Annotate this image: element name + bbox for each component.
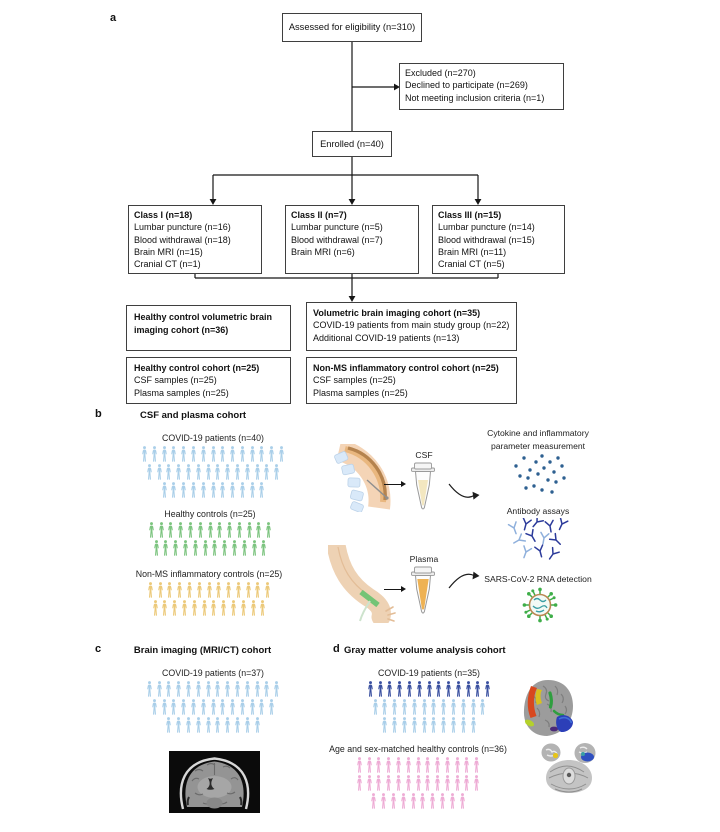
person-icon [244, 464, 251, 480]
cytokine-label-line2: parameter measurement [490, 441, 586, 451]
class1-line: Brain MRI (n=15) [134, 246, 203, 257]
person-icon [165, 464, 172, 480]
person-icon [185, 681, 192, 697]
arrow-spine-to-csf [384, 484, 401, 485]
class3-line: Brain MRI (n=11) [438, 246, 507, 257]
person-icon [147, 582, 154, 598]
person-icon [224, 717, 231, 733]
person-icon [245, 582, 252, 598]
person-icon [190, 699, 197, 715]
person-icon [372, 699, 379, 715]
person-icon [377, 681, 384, 697]
nonms-cohort-line: Plasma samples (n=25) [313, 387, 408, 398]
brain-mri-image [169, 751, 260, 813]
person-icon [196, 582, 203, 598]
pictogram-row [165, 717, 260, 733]
person-icon [182, 540, 189, 556]
pictogram-row [153, 540, 268, 556]
person-icon [177, 522, 184, 538]
person-icon [258, 446, 265, 462]
box-hc-cohort [126, 357, 291, 404]
person-icon [391, 699, 398, 715]
cohort-label: COVID-19 patients (n=37) [162, 668, 264, 678]
box-class2 [285, 205, 419, 274]
panel-c-letter: c [95, 643, 102, 655]
brain-3d-render [521, 678, 575, 738]
person-icon [375, 775, 382, 791]
person-icon [463, 775, 470, 791]
pictogram-row [372, 699, 487, 715]
person-icon [426, 681, 433, 697]
person-icon [211, 540, 218, 556]
person-icon [370, 793, 377, 809]
person-icon [146, 681, 153, 697]
person-icon [221, 540, 228, 556]
person-icon [220, 600, 227, 616]
class2-line: Blood withdrawal (n=7) [291, 234, 383, 245]
sars-detection-label: SARS-CoV-2 RNA detection [484, 574, 592, 584]
person-icon [421, 717, 428, 733]
person-icon [395, 757, 402, 773]
person-icon [234, 464, 241, 480]
person-icon [250, 600, 257, 616]
person-icon [229, 482, 236, 498]
person-icon [264, 582, 271, 598]
person-icon [444, 757, 451, 773]
arrowhead-icon [401, 586, 406, 592]
class2-title: Class II (n=7) [291, 210, 347, 220]
person-icon [165, 717, 172, 733]
person-icon [440, 717, 447, 733]
person-icon [278, 446, 285, 462]
person-icon [151, 446, 158, 462]
person-icon [175, 681, 182, 697]
person-icon [219, 482, 226, 498]
class3-line: Blood withdrawal (n=15) [438, 234, 535, 245]
person-icon [225, 582, 232, 598]
person-icon [454, 775, 461, 791]
arrowhead-icon [401, 481, 406, 487]
person-icon [415, 775, 422, 791]
person-icon [180, 699, 187, 715]
person-icon [244, 717, 251, 733]
person-icon [166, 582, 173, 598]
pictogram-row [151, 699, 276, 715]
person-icon [434, 757, 441, 773]
person-icon [401, 717, 408, 733]
person-icon [395, 775, 402, 791]
panel-b-letter: b [95, 408, 102, 420]
person-icon [215, 582, 222, 598]
person-icon [239, 699, 246, 715]
plasma-label: Plasma [409, 554, 439, 564]
person-icon [195, 681, 202, 697]
volumetric-line: COVID-19 patients from main study group (n=22) [313, 320, 510, 331]
class1-line: Cranial CT (n=1) [134, 259, 201, 270]
person-icon [258, 699, 265, 715]
person-icon [254, 464, 261, 480]
pictogram-row [146, 464, 280, 480]
person-icon [244, 681, 251, 697]
person-icon [263, 464, 270, 480]
person-icon [197, 522, 204, 538]
person-icon [249, 482, 256, 498]
person-icon [251, 540, 258, 556]
box-enrolled [312, 131, 392, 157]
person-icon [148, 522, 155, 538]
plasma-tube-icon [409, 565, 437, 617]
person-icon [161, 446, 168, 462]
pictogram-row [356, 775, 481, 791]
person-icon [474, 681, 481, 697]
person-icon [411, 699, 418, 715]
person-icon [229, 699, 236, 715]
person-icon [162, 540, 169, 556]
pictogram-row [370, 793, 465, 809]
person-icon [385, 757, 392, 773]
person-icon [190, 446, 197, 462]
person-icon [185, 464, 192, 480]
person-icon [435, 681, 442, 697]
person-icon [156, 464, 163, 480]
panel-b-title: CSF and plasma cohort [140, 410, 247, 421]
person-icon [424, 757, 431, 773]
person-icon [210, 482, 217, 498]
volumetric-line: Additional COVID-19 patients (n=13) [313, 332, 460, 343]
cerebellum-slices-render [540, 742, 598, 794]
person-icon [170, 482, 177, 498]
person-icon [226, 522, 233, 538]
person-icon [440, 699, 447, 715]
person-icon [450, 699, 457, 715]
panel-c-title: Brain imaging (MRI/CT) cohort [133, 645, 272, 656]
person-icon [367, 681, 374, 697]
pictogram-row [141, 446, 285, 462]
person-icon [401, 699, 408, 715]
person-icon [157, 582, 164, 598]
person-icon [224, 464, 231, 480]
coronavirus-icon [521, 586, 559, 624]
box-volumetric [306, 302, 517, 351]
person-icon [273, 464, 280, 480]
person-icon [255, 522, 262, 538]
pictogram-row [148, 522, 273, 538]
person-icon [410, 793, 417, 809]
person-icon [206, 582, 213, 598]
person-icon [192, 540, 199, 556]
person-icon [263, 681, 270, 697]
person-icon [356, 775, 363, 791]
pictogram-row [161, 482, 266, 498]
cytokine-dots-icon [508, 452, 572, 498]
person-icon [176, 582, 183, 598]
person-icon [463, 757, 470, 773]
person-icon [229, 446, 236, 462]
class1-line: Lumbar puncture (n=16) [134, 222, 231, 233]
excluded-line: Declined to participate (n=269) [405, 80, 528, 91]
person-icon [205, 681, 212, 697]
person-icon [254, 681, 261, 697]
person-icon [445, 681, 452, 697]
person-icon [219, 446, 226, 462]
person-icon [205, 464, 212, 480]
class3-line: Lumbar puncture (n=14) [438, 222, 535, 233]
person-icon [231, 540, 238, 556]
hc-cohort-line: CSF samples (n=25) [134, 375, 217, 386]
curved-arrow-icon [447, 482, 481, 506]
person-icon [210, 446, 217, 462]
cohort-covid40-pictograms [132, 433, 294, 499]
class3-title: Class III (n=15) [438, 210, 502, 220]
pictogram-row [147, 582, 272, 598]
cohort-healthy36-pictograms [329, 744, 507, 810]
person-icon [273, 681, 280, 697]
person-icon [190, 482, 197, 498]
person-icon [224, 681, 231, 697]
person-icon [254, 717, 261, 733]
cohort-healthy25-pictograms [127, 509, 293, 558]
person-icon [156, 681, 163, 697]
person-icon [268, 699, 275, 715]
person-icon [195, 464, 202, 480]
person-icon [214, 717, 221, 733]
person-icon [385, 775, 392, 791]
pictogram-row [356, 757, 481, 773]
person-icon [430, 717, 437, 733]
person-icon [455, 681, 462, 697]
antibody-assays-label: Antibody assays [506, 506, 570, 516]
person-icon [207, 522, 214, 538]
hc-cohort-title: Healthy control cohort (n=25) [134, 363, 260, 373]
person-icon [424, 775, 431, 791]
class1-title: Class I (n=18) [134, 210, 193, 220]
person-icon [230, 600, 237, 616]
cohort-covid37-pictograms [132, 668, 294, 734]
class2-line: Brain MRI (n=6) [291, 246, 355, 257]
person-icon [386, 681, 393, 697]
person-icon [181, 600, 188, 616]
person-icon [170, 446, 177, 462]
person-icon [479, 699, 486, 715]
person-icon [170, 699, 177, 715]
person-icon [416, 681, 423, 697]
box-hc-volumetric [126, 305, 291, 351]
csf-label: CSF [415, 450, 433, 460]
blood-draw-arm-icon [328, 545, 396, 623]
antibody-icons [506, 518, 572, 562]
person-icon [191, 600, 198, 616]
box-excluded [399, 63, 564, 110]
person-icon [406, 681, 413, 697]
cytokine-label-line1: Cytokine and inflammatory [487, 428, 589, 438]
volumetric-title: Volumetric brain imaging cohort (n=35) [313, 308, 481, 318]
person-icon [241, 540, 248, 556]
person-icon [375, 757, 382, 773]
person-icon [356, 757, 363, 773]
person-icon [167, 522, 174, 538]
person-icon [200, 482, 207, 498]
box-class1 [128, 205, 262, 274]
nonms-cohort-line: CSF samples (n=25) [313, 375, 396, 386]
person-icon [381, 717, 388, 733]
box-nonms-cohort [306, 357, 517, 404]
person-icon [444, 775, 451, 791]
person-icon [400, 793, 407, 809]
person-icon [236, 522, 243, 538]
person-icon [366, 757, 373, 773]
box-class3 [432, 205, 565, 274]
person-icon [151, 699, 158, 715]
class1-line: Blood withdrawal (n=18) [134, 234, 231, 245]
person-icon [473, 757, 480, 773]
person-icon [460, 717, 467, 733]
cohort-covid35-pictograms [347, 668, 511, 734]
enrolled-text: Enrolled (n=40) [320, 138, 384, 149]
person-icon [258, 482, 265, 498]
person-icon [366, 775, 373, 791]
person-icon [439, 793, 446, 809]
box-assessed [282, 13, 422, 42]
person-icon [465, 681, 472, 697]
person-icon [459, 793, 466, 809]
person-icon [187, 522, 194, 538]
person-icon [449, 793, 456, 809]
person-icon [195, 717, 202, 733]
person-icon [161, 482, 168, 498]
person-icon [380, 793, 387, 809]
person-icon [421, 699, 428, 715]
person-icon [161, 699, 168, 715]
cohort-label: Healthy controls (n=25) [164, 509, 256, 519]
person-icon [153, 540, 160, 556]
person-icon [460, 699, 467, 715]
excluded-line: Not meeting inclusion criteria (n=1) [405, 92, 545, 103]
cohort-label: COVID-19 patients (n=35) [378, 668, 480, 678]
cohort-label: COVID-19 patients (n=40) [162, 433, 264, 443]
person-icon [429, 793, 436, 809]
person-icon [234, 717, 241, 733]
arrow-arm-to-plasma [384, 589, 401, 590]
person-icon [390, 793, 397, 809]
hc-cohort-line: Plasma samples (n=25) [134, 387, 229, 398]
person-icon [180, 446, 187, 462]
person-icon [265, 522, 272, 538]
cohort-label: Age and sex-matched healthy controls (n=36) [329, 744, 507, 754]
person-icon [405, 757, 412, 773]
person-icon [180, 482, 187, 498]
person-icon [434, 775, 441, 791]
pictogram-row [381, 717, 476, 733]
person-icon [175, 717, 182, 733]
class3-line: Cranial CT (n=5) [438, 259, 505, 270]
person-icon [214, 464, 221, 480]
person-icon [396, 681, 403, 697]
panel-d-letter: d [333, 643, 340, 655]
person-icon [216, 522, 223, 538]
person-icon [484, 681, 491, 697]
person-icon [158, 522, 165, 538]
person-icon [411, 717, 418, 733]
person-icon [210, 699, 217, 715]
person-icon [405, 775, 412, 791]
person-icon [254, 582, 261, 598]
person-icon [161, 600, 168, 616]
person-icon [249, 446, 256, 462]
person-icon [240, 600, 247, 616]
person-icon [268, 446, 275, 462]
person-icon [205, 717, 212, 733]
person-icon [175, 464, 182, 480]
hc-volumetric-title: Healthy control volumetric brain imaging cohort (n=36) [134, 312, 273, 335]
person-icon [234, 681, 241, 697]
pictogram-row [367, 681, 492, 697]
panel-a-letter: a [110, 12, 117, 24]
person-icon [201, 600, 208, 616]
person-icon [249, 699, 256, 715]
person-icon [470, 717, 477, 733]
csf-tube-icon [409, 461, 437, 513]
person-icon [381, 699, 388, 715]
person-icon [165, 681, 172, 697]
person-icon [450, 717, 457, 733]
person-icon [239, 482, 246, 498]
person-icon [214, 681, 221, 697]
person-icon [473, 775, 480, 791]
person-icon [430, 699, 437, 715]
cohort-nonms25-pictograms [123, 569, 295, 618]
pictogram-row [152, 600, 267, 616]
person-icon [419, 793, 426, 809]
person-icon [171, 600, 178, 616]
person-icon [141, 446, 148, 462]
class2-line: Lumbar puncture (n=5) [291, 222, 383, 233]
person-icon [146, 464, 153, 480]
person-icon [186, 582, 193, 598]
person-icon [172, 540, 179, 556]
person-icon [235, 582, 242, 598]
person-icon [239, 446, 246, 462]
assessed-text: Assessed for eligibility (n=310) [288, 22, 416, 33]
cohort-label: Non-MS inflammatory controls (n=25) [135, 569, 283, 579]
lumbar-puncture-spine-icon [331, 444, 391, 512]
person-icon [415, 757, 422, 773]
pictogram-row [146, 681, 280, 697]
person-icon [454, 757, 461, 773]
person-icon [470, 699, 477, 715]
panel-d-title: Gray matter volume analysis cohort [344, 645, 506, 656]
nonms-cohort-title: Non-MS inflammatory control cohort (n=25) [313, 363, 499, 373]
person-icon [260, 540, 267, 556]
person-icon [259, 600, 266, 616]
person-icon [219, 699, 226, 715]
excluded-line: Excluded (n=270) [405, 68, 476, 78]
person-icon [202, 540, 209, 556]
person-icon [185, 717, 192, 733]
person-icon [246, 522, 253, 538]
person-icon [210, 600, 217, 616]
person-icon [200, 446, 207, 462]
person-icon [200, 699, 207, 715]
person-icon [391, 717, 398, 733]
person-icon [152, 600, 159, 616]
